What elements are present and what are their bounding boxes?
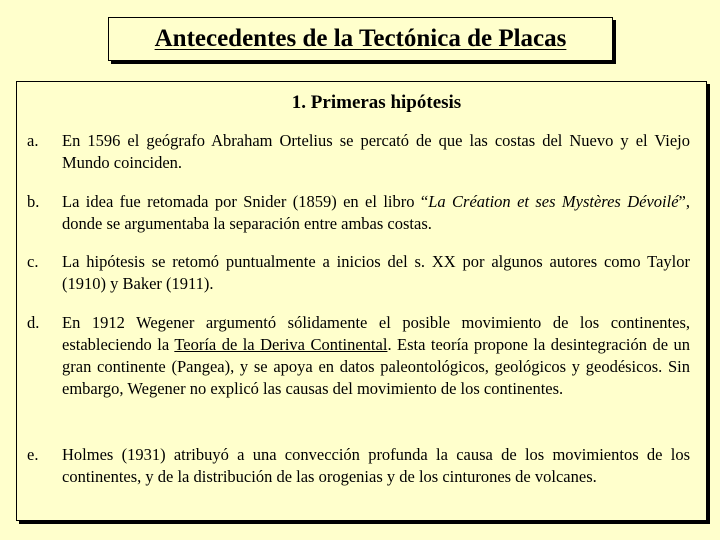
item-letter: c. — [27, 252, 39, 271]
item-text — [62, 191, 690, 235]
item-letter: d. — [27, 313, 40, 332]
item-text: Holmes (1931) atribuyó a una convección profunda la causa de los movimientos de los continentes, y de la distribución de las orogenias y de los cinturones de volcanes. — [62, 445, 690, 486]
item-text-part: . Esta teoría propone la desintegración de un gran continente (Pangea), y se apoya en datos paleontológicos, geológicos y geodésicos. Sin embargo, Wegener no explicó las causas del movimiento de los continentes. — [62, 335, 691, 398]
item-letter: b. — [27, 192, 40, 211]
item-letter: a. — [27, 131, 39, 150]
item-text-part: La idea fue retomada por Snider (1859) en el libro “ — [62, 192, 429, 211]
item-text: En 1596 el geógrafo Abraham Ortelius se percató de que las costas del Nuevo y el Viejo Mundo coinciden. — [62, 131, 690, 172]
item-text — [62, 312, 690, 400]
title-box — [108, 17, 613, 61]
item-text-part: En 1912 Wegener argumentó sólidamente el posible movimiento de los continentes, estableciendo la — [62, 313, 690, 354]
theory-name: Teoría de la Deriva Continental — [174, 335, 388, 354]
slide-title: Antecedentes de la Tectónica de Placas — [154, 25, 567, 52]
item-text-part: ”, donde se argumentaba la separación entre ambas costas. — [62, 192, 690, 233]
item-letter: e. — [27, 445, 39, 464]
book-title: La Création et ses Mystères Dévoilé — [428, 192, 679, 211]
content-box — [16, 81, 707, 521]
section-title: 1. Primeras hipótesis — [291, 92, 462, 113]
item-text: La hipótesis se retomó puntualmente a inicios del s. XX por algunos autores como Taylor (1910) y Baker (1911). — [62, 252, 690, 293]
